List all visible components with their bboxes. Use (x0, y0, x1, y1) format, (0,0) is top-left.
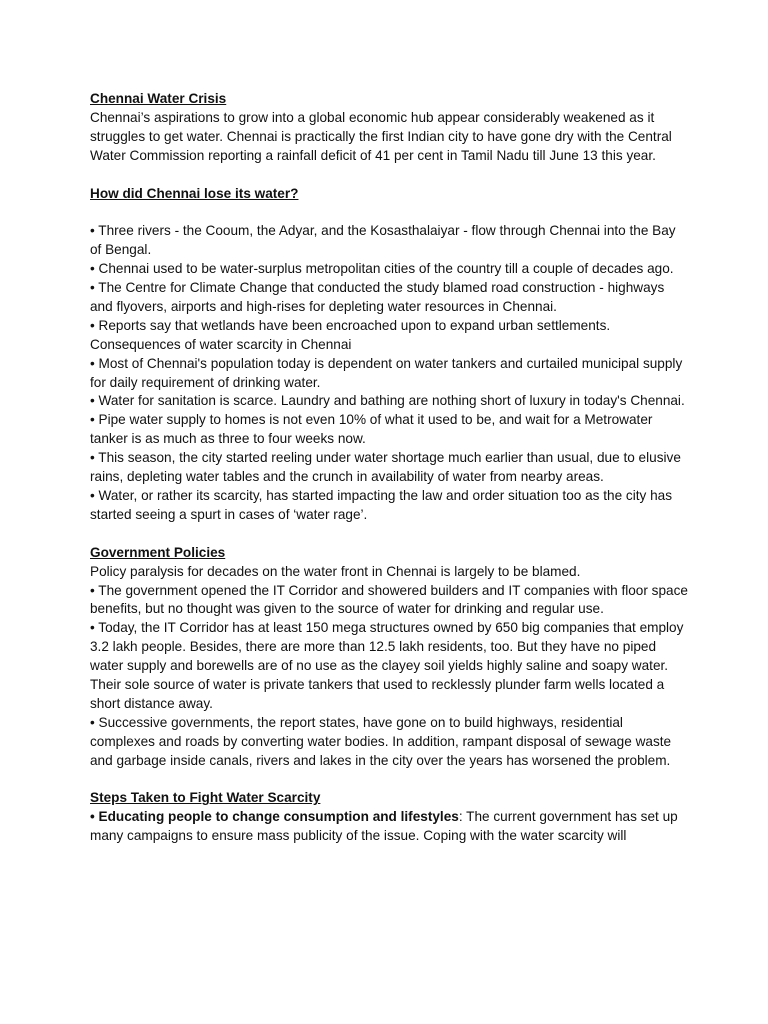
steps-item-text: : The current government has set up many campaigns to ensure mass publicity of the issue. Coping with the water scarcity will (90, 809, 678, 844)
document-page (90, 90, 690, 846)
bullet-item: • The government opened the IT Corridor and showered builders and IT companies with floor space benefits, but no thought was given to the source of water for drinking and regular use. (90, 582, 688, 617)
section-heading-lose-water: How did Chennai lose its water? (90, 185, 299, 201)
steps-item (90, 808, 690, 846)
section-heading-crisis: Chennai Water Crisis (90, 91, 227, 106)
paragraph-policies-intro: Policy paralysis for decades on the water front in Chennai is largely to be blamed. (90, 563, 581, 579)
spacer (90, 166, 690, 185)
subheading-consequences: Consequences of water scarcity in Chennai (90, 336, 352, 352)
spacer (90, 771, 690, 790)
bullet-item: • Reports say that wetlands have been encroached upon to expand urban settlements. (90, 317, 611, 333)
bullet-item: • The Centre for Climate Change that conducted the study blamed road construction - highways and flyovers, airports and high-rises for depleting water resources in Chennai. (90, 280, 665, 314)
bullet-item: • Today, the IT Corridor has at least 150 mega structures owned by 650 big companies that employ 3.2 lakh people. Besides, there are more than 12.5 lakh residents, too. But they have no piped water supply and borewells are of no use as the clayey soil yields highly saline and soapy water. Their sole source of water is private tankers that used to recklessly plunder farm wells located a short distance away. (90, 620, 684, 711)
bullet-item: • This season, the city started reeling under water shortage much earlier than usual, due to elusive rains, depleting water tables and the crunch in availability of water from nearby areas. (90, 450, 681, 485)
paragraph-crisis: Chennai’s aspirations to grow into a global economic hub appear considerably weakened as it struggles to get water. Chennai is practically the first Indian city to have gone dry with the Central Water Commission reporting a rainfall deficit of 41 per cent in Tamil Nadu till June 13 this year. (90, 109, 672, 163)
bullet-item: • Chennai used to be water-surplus metropolitan cities of the country till a couple of decades ago. (90, 261, 674, 277)
steps-item-bold-lead: • Educating people to change consumption and lifestyles (90, 809, 459, 825)
bullet-item: • Water for sanitation is scarce. Laundry and bathing are nothing short of luxury in today's Chennai. (90, 393, 685, 409)
bullet-item: • Water, or rather its scarcity, has started impacting the law and order situation too as the city has started seeing a spurt in cases of ‘water rage’. (90, 488, 673, 522)
bullet-item: • Three rivers - the Cooum, the Adyar, and the Kosasthalaiyar - flow through Chennai into the Bay of Bengal. (90, 223, 676, 258)
spacer (90, 525, 690, 544)
bullet-item: • Pipe water supply to homes is not even 10% of what it used to be, and wait for a Metrowater tanker is as much as three to four weeks now. (90, 412, 653, 447)
bullet-item: • Most of Chennai's population today is dependent on water tankers and curtailed municipal supply for daily requirement of drinking water. (90, 355, 683, 390)
section-heading-policies: Government Policies (90, 544, 226, 560)
spacer (90, 203, 690, 222)
bullet-item: • Successive governments, the report states, have gone on to build highways, residential complexes and roads by converting water bodies. In addition, rampant disposal of sewage waste and garbage inside canals, rivers and lakes in the city over the years has worsened the problem. (90, 714, 672, 768)
section-heading-steps: Steps Taken to Fight Water Scarcity (90, 790, 321, 806)
